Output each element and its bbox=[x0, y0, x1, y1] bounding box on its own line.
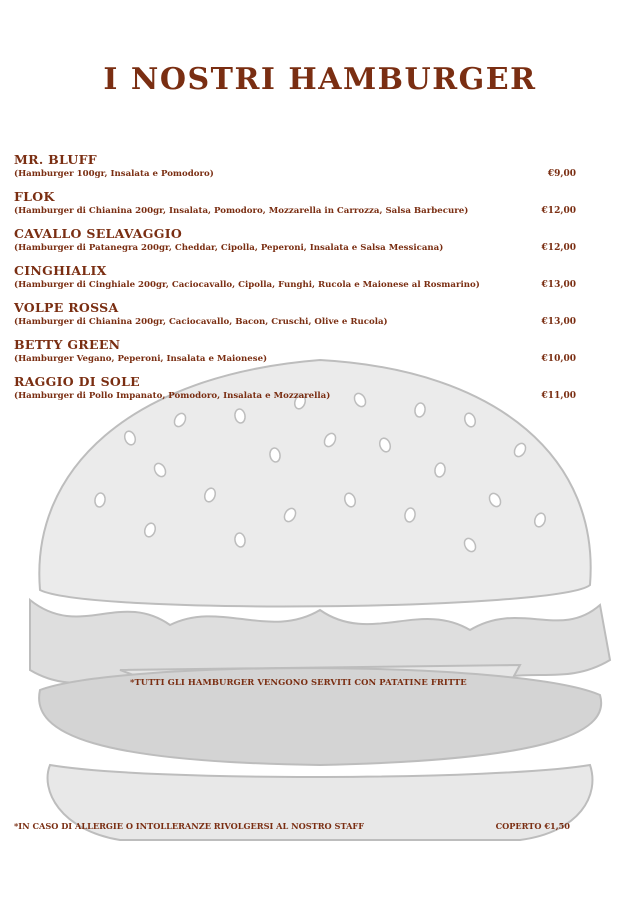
menu-item bbox=[14, 189, 580, 226]
menu-item-description: (Hamburger di Chianina 200gr, Caciocavallo, Bacon, Cruschi, Olive e Rucola) bbox=[14, 317, 388, 327]
menu-item-name: MR. BLUFF bbox=[14, 152, 97, 167]
menu-item-description: (Hamburger Vegano, Peperoni, Insalata e Maionese) bbox=[14, 354, 268, 364]
page-title: I NOSTRI HAMBURGER bbox=[103, 62, 537, 97]
menu-item bbox=[14, 263, 580, 300]
menu-item-price: €9,00 bbox=[547, 169, 576, 179]
menu-item-price: €12,00 bbox=[541, 243, 576, 253]
menu-item bbox=[14, 374, 580, 411]
menu-item-name: CAVALLO SELAVAGGIO bbox=[14, 226, 183, 241]
menu-item-price: €11,00 bbox=[541, 391, 576, 401]
menu-item-name: BETTY GREEN bbox=[14, 337, 121, 352]
menu-item bbox=[14, 226, 580, 263]
allergy-note: *IN CASO DI ALLERGIE O INTOLLERANZE RIVOLGERSI AL NOSTRO STAFF bbox=[14, 821, 365, 831]
menu-item-description: (Hamburger di Patanegra 200gr, Cheddar, Cipolla, Peperoni, Insalata e Salsa Messicana) bbox=[14, 243, 444, 253]
menu-item-name: CINGHIALIX bbox=[14, 263, 107, 278]
menu-item-price: €10,00 bbox=[541, 354, 576, 364]
menu-list bbox=[14, 152, 580, 411]
menu-item-price: €12,00 bbox=[541, 206, 576, 216]
menu-item-name: FLOK bbox=[14, 189, 55, 204]
menu-item-price: €13,00 bbox=[541, 280, 576, 290]
menu-item bbox=[14, 300, 580, 337]
menu-item bbox=[14, 337, 580, 374]
menu-item-price: €13,00 bbox=[541, 317, 576, 327]
menu-item-description: (Hamburger 100gr, Insalata e Pomodoro) bbox=[14, 169, 214, 179]
menu-item-description: (Hamburger di Pollo Impanato, Pomodoro, Insalata e Mozzarella) bbox=[14, 391, 331, 401]
menu-item-description: (Hamburger di Chianina 200gr, Insalata, Pomodoro, Mozzarella in Carrozza, Salsa Barbecure) bbox=[14, 206, 469, 216]
menu-item-name: RAGGIO DI SOLE bbox=[14, 374, 140, 389]
menu-item-description: (Hamburger di Cinghiale 200gr, Caciocavallo, Cipolla, Funghi, Rucola e Maionese al Rosmarino) bbox=[14, 280, 480, 290]
menu-item bbox=[14, 152, 580, 189]
fries-note: *TUTTI GLI HAMBURGER VENGONO SERVITI CON PATATINE FRITTE bbox=[130, 677, 467, 687]
coperto-price: COPERTO €1,50 bbox=[495, 821, 570, 831]
menu-item-name: VOLPE ROSSA bbox=[14, 300, 119, 315]
